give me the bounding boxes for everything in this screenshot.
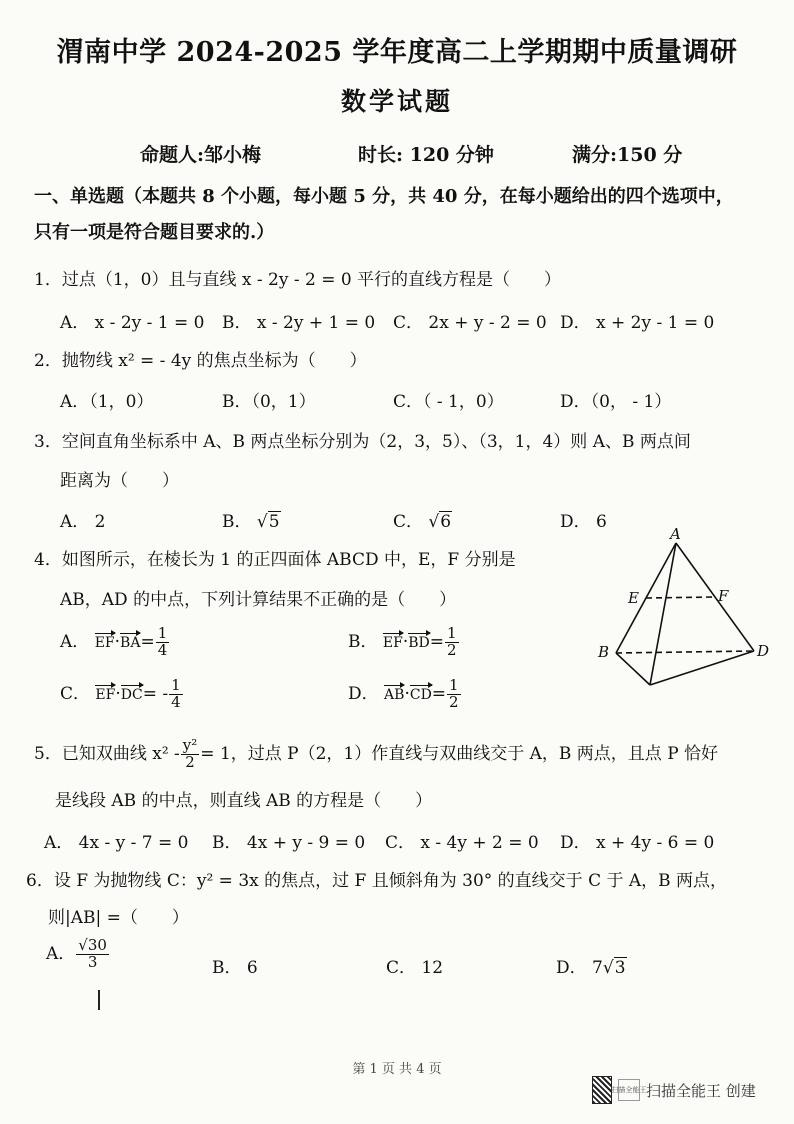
q4-option-b-label: B． xyxy=(348,631,378,652)
q6-stem-line1 xyxy=(26,866,727,891)
q4-number: 4． xyxy=(34,550,62,570)
q2-number: 2． xyxy=(34,351,62,371)
q4-option-d-label: D． xyxy=(348,683,379,704)
label-d: D xyxy=(757,642,770,660)
q4-stem-line1 xyxy=(34,545,516,570)
q2-option-a: A．（1，0） xyxy=(60,392,154,412)
q2-text: 抛物线 x² = - 4y 的焦点坐标为（ ） xyxy=(61,351,367,371)
q6-option-b: B． 6 xyxy=(212,958,258,978)
q6-option-d xyxy=(556,953,627,978)
q4-option-b-vector-1: EF xyxy=(382,634,403,651)
q5-option-a: A． 4x - y - 7 = 0 xyxy=(44,833,189,853)
q3-option-d: D． 6 xyxy=(560,512,607,532)
q3-stem-line2: 距离为（ ） xyxy=(60,471,179,491)
q6-option-a-fraction xyxy=(76,938,109,971)
edge-bd-hidden xyxy=(616,651,754,653)
q6-option-a-num: √30 xyxy=(78,936,107,954)
q6-number: 6． xyxy=(26,871,54,891)
q1-option-d: D． x + 2y - 1 = 0 xyxy=(560,313,715,333)
q6-option-c: C． 12 xyxy=(386,958,444,978)
q6-option-a-label: A． xyxy=(46,943,76,964)
duration: 时长: 120 分钟 xyxy=(358,144,494,166)
q4-option-c-vector-2: DC xyxy=(120,686,143,703)
q4-option-c-den: 4 xyxy=(171,692,181,711)
q4-text-1: 如图所示，在棱长为 1 的正四面体 ABCD 中，E，F 分别是 xyxy=(61,550,516,570)
q3-option-c-radicand: 6 xyxy=(440,512,452,532)
q4-option-a-den: 4 xyxy=(157,640,168,659)
q3-option-c-label: C． xyxy=(393,512,424,532)
q4-option-c: C． EF·DC= - $\frac{1}{4}$ xyxy=(60,676,181,711)
q5-number: 5． xyxy=(34,743,62,764)
q1-text: 过点（1，0）且与直线 x - 2y - 2 = 0 平行的直线方程是（ ） xyxy=(61,270,562,290)
q6-option-d-label: D． 7 xyxy=(556,958,603,978)
q4-option-b-vector-2: BD xyxy=(408,634,430,651)
q4-option-d-den: 2 xyxy=(449,692,459,711)
stray-mark xyxy=(98,990,100,1010)
q3-option-b-sqrt: √5 xyxy=(256,512,280,532)
q6-option-a xyxy=(46,938,110,971)
q4-option-d-num: 1 xyxy=(449,676,459,694)
q4-option-a-vector-1: EF xyxy=(94,634,115,651)
section-heading-line1: 一、单选题（本题共 8 个小题，每小题 5 分，共 40 分，在每小题给出的四个选项中， xyxy=(34,186,734,207)
watermark-text: 扫描全能王 创建 xyxy=(646,1081,756,1100)
label-e: E xyxy=(628,589,639,607)
q4-option-a-num: 1 xyxy=(157,624,168,642)
scanner-watermark xyxy=(592,1076,756,1104)
q1-stem xyxy=(34,265,561,290)
q1-option-a: A． x - 2y - 1 = 0 xyxy=(60,313,205,333)
full-score: 满分:150 分 xyxy=(572,144,683,166)
q4-option-d-vector-1: AB xyxy=(384,686,405,703)
q3-option-b-label: B． xyxy=(222,512,252,532)
scanner-logo-icon: 扫描全能王 xyxy=(618,1079,640,1101)
edge-cd xyxy=(650,651,754,685)
label-a: A xyxy=(670,525,681,543)
q2-stem xyxy=(34,346,367,371)
q5-stem-line1 xyxy=(34,738,718,771)
q5-text-pre: 已知双曲线 x² - xyxy=(61,743,180,764)
section-heading-line2: 只有一项是符合题目要求的.） xyxy=(34,222,275,243)
q5-option-c: C． x - 4y + 2 = 0 xyxy=(385,833,539,853)
q4-option-a-fraction xyxy=(156,626,170,659)
q4-option-d-vector-2: CD xyxy=(409,686,432,703)
q5-text-post: = 1，过点 P（2，1）作直线与双曲线交于 A，B 两点，且点 P 恰好 xyxy=(200,743,719,764)
exam-title: 渭南中学 2024-2025 学年度高二上学期期中质量调研 xyxy=(56,37,738,68)
q3-number: 3． xyxy=(34,432,62,452)
tetrahedron-figure xyxy=(590,525,780,695)
q4-stem-line2: AB，AD 的中点，下列计算结果不正确的是（ ） xyxy=(60,590,457,610)
q4-option-b-den: 2 xyxy=(447,640,457,659)
q3-stem-line1 xyxy=(34,427,691,452)
q4-option-c-label: C． xyxy=(60,683,91,704)
q5-frac-num: y² xyxy=(182,736,198,754)
author: 命题人:邹小梅 xyxy=(140,144,262,166)
q5-option-d: D． x + 4y - 6 = 0 xyxy=(560,833,715,853)
q5-fraction xyxy=(181,738,200,771)
q4-option-c-eq: = - xyxy=(142,683,169,704)
q3-option-b xyxy=(222,507,281,532)
q2-option-b: B．（0，1） xyxy=(222,392,316,412)
q2-option-c: C．（ - 1，0） xyxy=(393,392,504,412)
q1-option-c: C． 2x + y - 2 = 0 xyxy=(393,313,547,333)
label-f: F xyxy=(718,587,729,605)
q3-option-a: A． 2 xyxy=(60,512,106,532)
q2-option-d: D．（0， - 1） xyxy=(560,392,672,412)
q6-option-a-den: 3 xyxy=(87,952,98,971)
label-b: B xyxy=(598,643,610,661)
qr-code-icon xyxy=(592,1076,612,1104)
q4-option-d-fraction xyxy=(447,678,461,711)
page-footer: 第 1 页 共 4 页 xyxy=(352,1062,442,1077)
q1-number: 1． xyxy=(34,270,62,290)
q6-stem-line2: 则|AB| =（ ） xyxy=(48,908,189,928)
q5-stem-line2: 是线段 AB 的中点，则直线 AB 的方程是（ ） xyxy=(55,791,433,811)
q4-option-d-eq: = xyxy=(431,683,447,704)
q4-option-a-label: A． xyxy=(60,631,90,652)
q6-text-1: 设 F 为抛物线 C：y² = 3x 的焦点，过 F 且倾斜角为 30° 的直线交于 C 于 A，B 两点， xyxy=(53,871,728,891)
segment-ef xyxy=(646,597,715,598)
q5-option-b: B． 4x + y - 9 = 0 xyxy=(212,833,366,853)
q3-text-1: 空间直角坐标系中 A、B 两点坐标分别为（2，3，5）、（3，1，4）则 A、B 两点间 xyxy=(61,432,691,452)
q3-option-c xyxy=(393,507,452,532)
edge-ac xyxy=(650,543,676,685)
q3-option-c-sqrt: √6 xyxy=(428,512,452,532)
q3-option-b-radicand: 5 xyxy=(268,512,280,532)
q4-option-c-vector-1: EF xyxy=(95,686,116,703)
q6-option-d-radicand: 3 xyxy=(614,958,626,978)
q4-option-a: A． EF·BA= $\frac{1}{4}$ xyxy=(60,624,168,659)
edge-bc xyxy=(616,653,650,685)
q4-option-d: D． AB·CD= $\frac{1}{2}$ xyxy=(348,676,459,711)
q4-option-b: B． EF·BD= $\frac{1}{2}$ xyxy=(348,624,457,659)
q4-option-b-num: 1 xyxy=(447,624,457,642)
q4-option-b-eq: = xyxy=(429,631,445,652)
q4-option-a-eq: = xyxy=(140,631,155,652)
q4-option-c-fraction xyxy=(169,678,183,711)
q1-option-b: B． x - 2y + 1 = 0 xyxy=(222,313,376,333)
q5-frac-den: 2 xyxy=(185,752,195,771)
q4-option-a-vector-2: BA xyxy=(120,634,141,651)
q4-option-b-fraction xyxy=(445,626,459,659)
subject-title: 数学试题 xyxy=(340,87,453,116)
q6-option-d-sqrt: √3 xyxy=(602,958,626,978)
q4-option-c-num: 1 xyxy=(171,676,181,694)
